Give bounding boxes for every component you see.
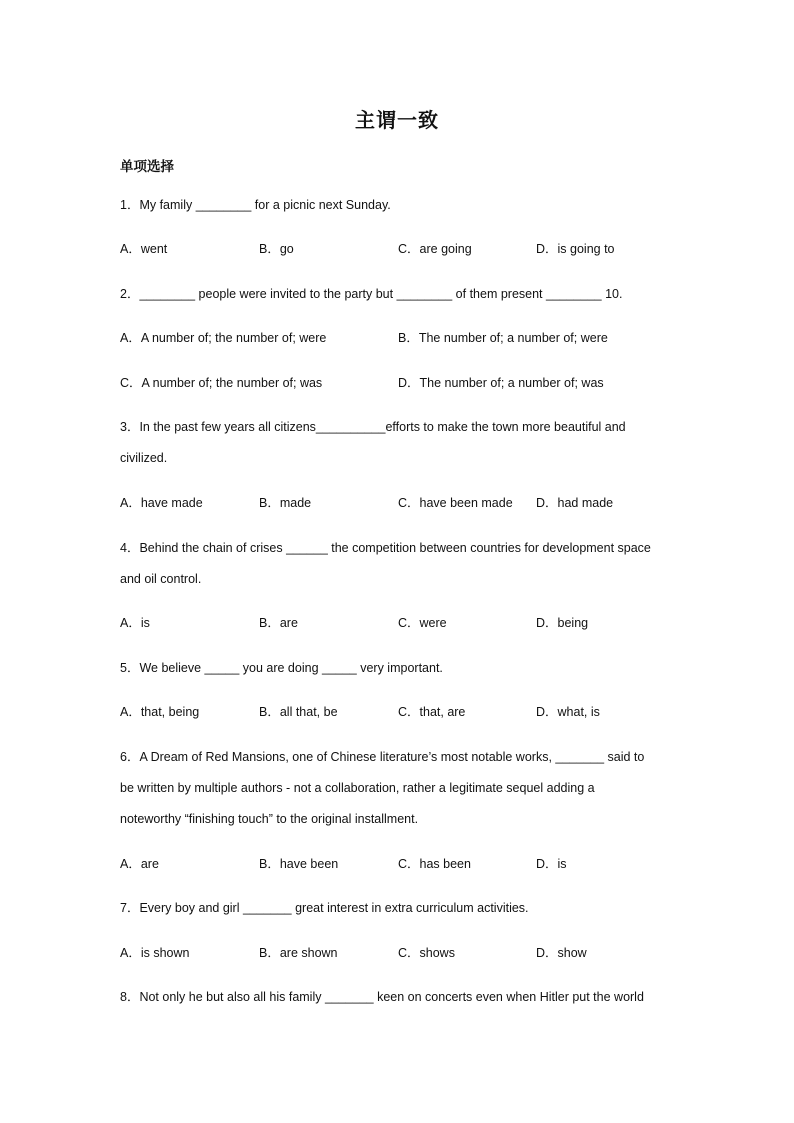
question-1-options bbox=[120, 241, 680, 257]
question-2-text: 2．________ people were invited to the party but ________ of them present ________ 10. bbox=[120, 287, 623, 301]
option-b[interactable]: B．The number of; a number of; were bbox=[398, 331, 608, 345]
question-8-text-line1: 8．Not only he but also all his family _______ keen on concerts even when Hitler put the world bbox=[120, 990, 644, 1004]
option-b[interactable]: B．all that, be bbox=[259, 705, 338, 719]
question-3-options bbox=[120, 495, 680, 511]
question-7-text: 7．Every boy and girl _______ great interest in extra curriculum activities. bbox=[120, 901, 529, 915]
option-d[interactable]: D．is bbox=[536, 857, 567, 871]
question-6-text-line2: be written by multiple authors - not a collaboration, rather a legitimate sequel adding a bbox=[120, 781, 595, 795]
option-c[interactable]: C．that, are bbox=[398, 705, 466, 719]
question-2-options-row2 bbox=[120, 375, 680, 391]
question-3-text-line1: 3．In the past few years all citizens__________efforts to make the town more beautiful and bbox=[120, 420, 626, 434]
question-6-text-line3: noteworthy “finishing touch” to the original installment. bbox=[120, 812, 419, 826]
question-2-options-row1 bbox=[120, 330, 680, 346]
option-d[interactable]: D．being bbox=[536, 616, 589, 630]
question-6-text-line1: 6．A Dream of Red Mansions, one of Chinese literature’s most notable works, _______ said to bbox=[120, 750, 645, 764]
option-b[interactable]: B．made bbox=[259, 496, 312, 510]
option-d[interactable]: D．what, is bbox=[536, 705, 600, 719]
option-d[interactable]: D．show bbox=[536, 946, 587, 960]
question-6-options bbox=[120, 856, 680, 872]
option-a[interactable]: A．have made bbox=[120, 496, 203, 510]
question-4-text-line1: 4．Behind the chain of crises ______ the competition between countries for development space bbox=[120, 541, 651, 555]
option-d[interactable]: D．The number of; a number of; was bbox=[398, 376, 604, 390]
option-a[interactable]: A．is shown bbox=[120, 946, 190, 960]
option-c[interactable]: C．have been made bbox=[398, 496, 513, 510]
question-1-text: 1．My family ________ for a picnic next Sunday. bbox=[120, 198, 391, 212]
option-a[interactable]: A．went bbox=[120, 242, 168, 256]
question-3-text-line2: civilized. bbox=[120, 451, 168, 465]
option-b[interactable]: B．go bbox=[259, 242, 294, 256]
question-5-options bbox=[120, 704, 680, 720]
option-a[interactable]: A．that, being bbox=[120, 705, 200, 719]
option-a[interactable]: A．A number of; the number of; were bbox=[120, 331, 327, 345]
question-4-text-line2: and oil control. bbox=[120, 572, 202, 586]
option-d[interactable]: D．is going to bbox=[536, 242, 615, 256]
page-title: 主谓一致 bbox=[355, 108, 439, 132]
option-a[interactable]: A．is bbox=[120, 616, 150, 630]
option-d[interactable]: D．had made bbox=[536, 496, 614, 510]
option-b[interactable]: B．have been bbox=[259, 857, 339, 871]
question-5-text: 5．We believe _____ you are doing _____ very important. bbox=[120, 661, 443, 675]
section-heading: 单项选择 bbox=[120, 159, 174, 175]
question-4-options bbox=[120, 615, 680, 631]
option-c[interactable]: C．were bbox=[398, 616, 447, 630]
option-c[interactable]: C．shows bbox=[398, 946, 455, 960]
option-c[interactable]: C．has been bbox=[398, 857, 471, 871]
option-c[interactable]: C．A number of; the number of; was bbox=[120, 376, 323, 390]
question-7-options bbox=[120, 945, 680, 961]
option-c[interactable]: C．are going bbox=[398, 242, 472, 256]
option-b[interactable]: B．are bbox=[259, 616, 298, 630]
option-b[interactable]: B．are shown bbox=[259, 946, 338, 960]
option-a[interactable]: A．are bbox=[120, 857, 159, 871]
